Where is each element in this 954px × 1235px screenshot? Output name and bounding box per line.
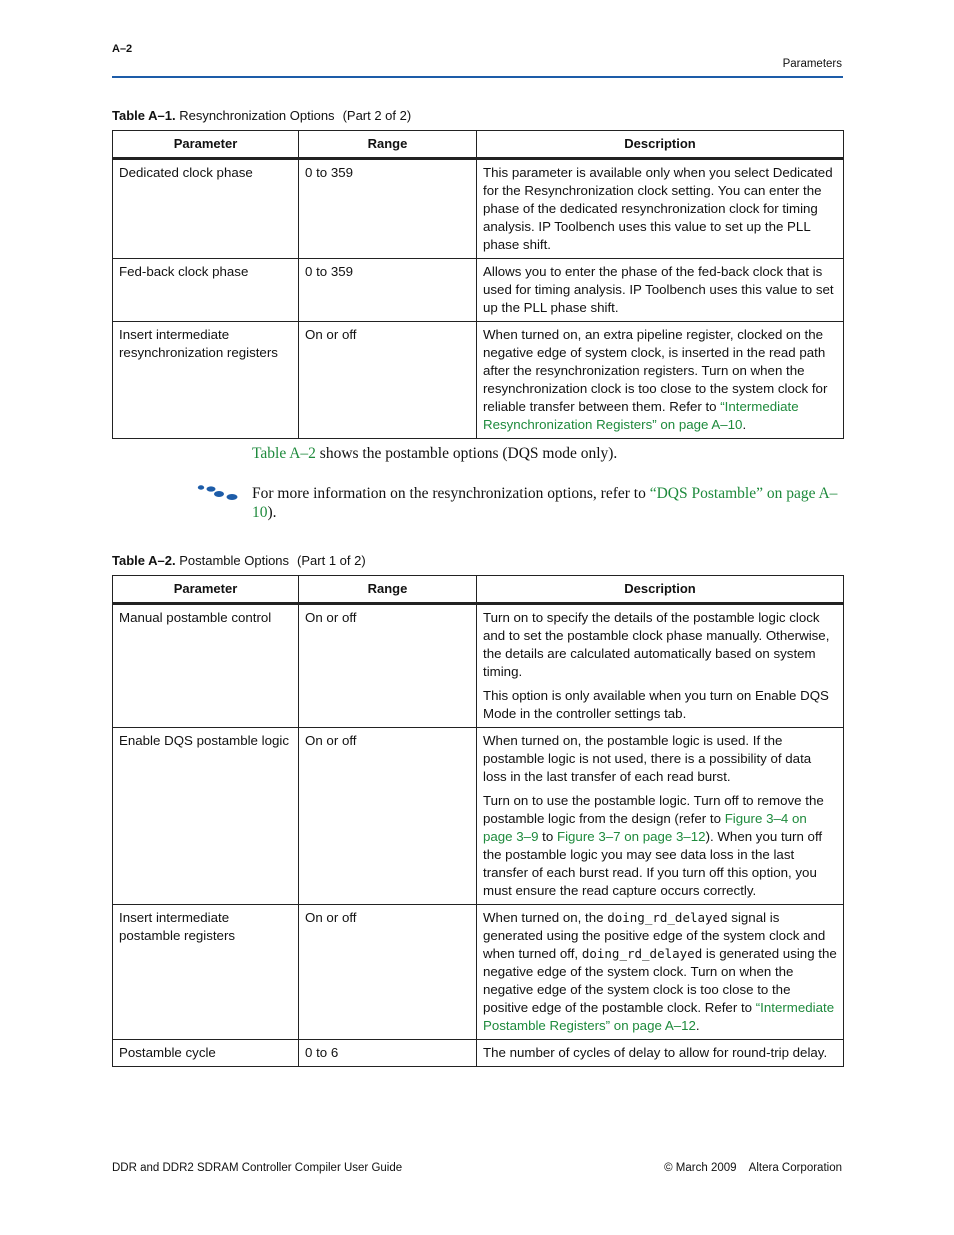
range-cell: On or off <box>299 322 477 439</box>
header-rule <box>112 76 843 78</box>
table-header-row <box>113 131 844 159</box>
column-header: Range <box>299 131 477 159</box>
description-paragraph: Turn on to specify the details of the postamble logic clock and to set the postamble clock phase manually. Otherwise, the details are calculated automatically based on system timing. <box>483 610 830 679</box>
description-text: Turn on to use the postamble logic. Turn off to remove the postamble logic from the design (refer to <box>483 793 824 826</box>
parameter-cell: Fed-back clock phase <box>113 259 299 322</box>
description-cell <box>477 322 844 439</box>
note-text: ). <box>267 504 277 521</box>
table-header-row <box>113 576 844 604</box>
figure-3-4-link[interactable]: Figure 3–4 on page 3–9 <box>483 811 807 844</box>
range-cell: On or off <box>299 905 477 1040</box>
dqs-postamble-link[interactable]: “DQS Postamble” on page A–10 <box>252 485 838 521</box>
description-text: When turned on, the <box>483 910 608 925</box>
column-header: Description <box>477 576 844 604</box>
page-number: A–2 <box>112 43 133 55</box>
figure-3-7-link[interactable]: Figure 3–7 on page 3–12 <box>556 829 706 844</box>
range-cell: 0 to 359 <box>299 259 477 322</box>
note-paragraph <box>252 484 844 522</box>
table-row <box>113 259 844 322</box>
range-cell: 0 to 6 <box>299 1040 477 1067</box>
resynchronization-options-table <box>112 130 844 439</box>
column-header: Parameter <box>113 576 299 604</box>
table-row <box>113 1040 844 1067</box>
table-a2-link[interactable]: Table A–2 <box>252 445 316 462</box>
table2-caption <box>112 553 366 568</box>
column-header: Parameter <box>113 131 299 159</box>
table-row <box>113 905 844 1040</box>
footer-copyright: © March 2009 Altera Corporation <box>664 1162 842 1174</box>
note-text: For more information on the resynchronization options, refer to <box>252 485 650 502</box>
description-text: is generated using the negative edge of the system clock. Turn on when the negative edge of the system clock is too close to the positive edge of the postamble clock. Refer to <box>483 946 837 1015</box>
range-cell: 0 to 359 <box>299 159 477 259</box>
table-row <box>113 604 844 728</box>
description-cell <box>477 604 844 728</box>
table-row <box>113 159 844 259</box>
table2-part: (Part 1 of 2) <box>297 553 366 568</box>
intermediate-resync-registers-link[interactable]: “Intermediate Resynchronization Registers” on page A–10 <box>483 399 799 432</box>
table1-label: Table A–1. <box>112 108 176 123</box>
range-cell: On or off <box>299 728 477 905</box>
paragraph-text: shows the postamble options (DQS mode only). <box>315 445 618 462</box>
description-cell <box>477 905 844 1040</box>
parameter-cell: Dedicated clock phase <box>113 159 299 259</box>
column-header: Description <box>477 131 844 159</box>
code-signal: doing_rd_delayed <box>581 946 703 961</box>
description-paragraph <box>483 792 837 900</box>
code-signal: doing_rd_delayed <box>607 910 728 925</box>
table1-part: (Part 2 of 2) <box>342 108 412 123</box>
description-paragraph: When turned on, the postamble logic is used. If the postamble logic is not used, there is a possibility of data loss in the last transfer of each read burst. <box>483 733 812 784</box>
postamble-options-table <box>112 575 844 1067</box>
description-paragraph: This option is only available when you turn on Enable DQS Mode in the controller settings tab. <box>483 688 829 721</box>
description-cell: This parameter is available only when you select Dedicated for the Resynchronization clock setting. You can enter the phase of the dedicated resynchronization clock for timing analysis. IP Toolbench uses this value to set up the PLL phase shift. <box>477 159 844 259</box>
column-header: Range <box>299 576 477 604</box>
footer-document-title: DDR and DDR2 SDRAM Controller Compiler User Guide <box>112 1162 403 1174</box>
table1-caption <box>112 108 411 123</box>
description-text: signal is generated using the positive edge of the system clock and when turned off, <box>483 910 826 961</box>
table2-label: Table A–2. <box>112 553 176 568</box>
description-cell <box>477 728 844 905</box>
table-row <box>113 728 844 905</box>
parameter-cell: Manual postamble control <box>113 604 299 728</box>
parameter-cell: Postamble cycle <box>113 1040 299 1067</box>
description-text: . <box>695 1018 700 1033</box>
description-cell: The number of cycles of delay to allow for round-trip delay. <box>477 1040 844 1067</box>
description-text: . <box>742 417 747 432</box>
parameter-cell: Enable DQS postamble logic <box>113 728 299 905</box>
table-row <box>113 322 844 439</box>
description-cell: Allows you to enter the phase of the fed-back clock that is used for timing analysis. IP Toolbench uses this value to set up the PLL phase shift. <box>477 259 844 322</box>
parameter-cell: Insert intermediate postamble registers <box>113 905 299 1040</box>
parameter-cell: Insert intermediate resynchronization registers <box>113 322 299 439</box>
description-text: to <box>538 829 557 844</box>
table1-title: Resynchronization Options <box>179 108 335 123</box>
section-title: Parameters <box>782 58 842 70</box>
table2-title: Postamble Options <box>179 553 290 568</box>
description-text: ). When you turn off the postamble logic you may see data loss in the last transfer of each burst read. If you turn off this option, you must ensure the read capture occurs correctly. <box>483 829 823 898</box>
description-text: When turned on, an extra pipeline register, clocked on the negative edge of system clock, is inserted in the read path after the resynchronization registers. Turn on when the resynchronization clock is too close to the system clock for reliable transfer between them. Refer to <box>483 327 828 414</box>
range-cell: On or off <box>299 604 477 728</box>
intermediate-postamble-registers-link[interactable]: “Intermediate Postamble Registers” on page A–12 <box>483 1000 835 1033</box>
footprints-icon <box>196 484 240 502</box>
body-paragraph <box>252 444 617 463</box>
